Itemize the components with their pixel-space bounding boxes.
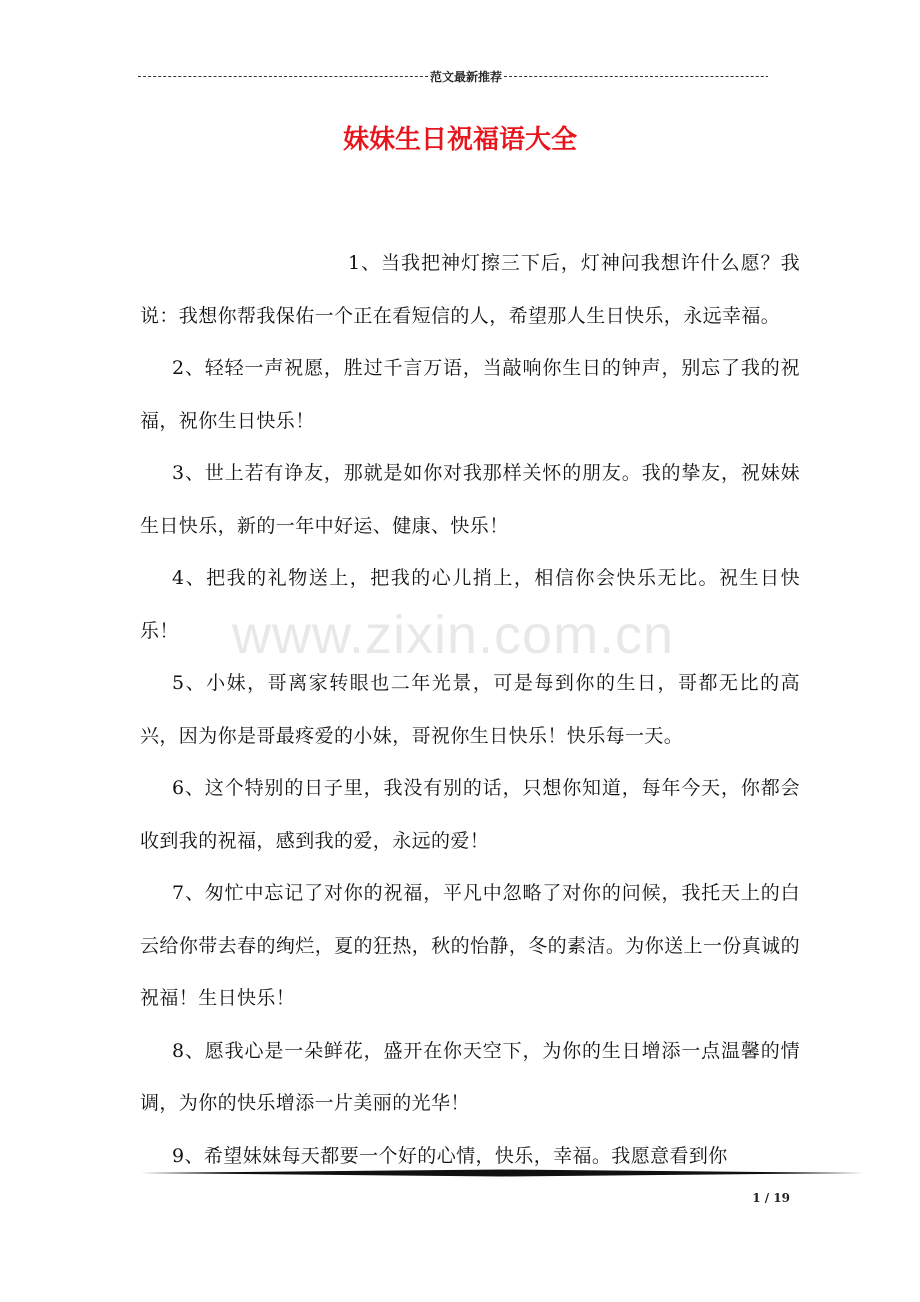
paragraph-1: 1、当我把神灯擦三下后，灯神问我想许什么愿？我说：我想你帮我保佑一个正在看短信的人，希望那人生日快乐，永远幸福。 <box>140 252 800 327</box>
document-title: 妹妹生日祝福语大全 <box>342 125 577 155</box>
paragraph-3: 3、世上若有诤友，那就是如你对我那样关怀的朋友。我的挚友，祝妹妹生日快乐，新的一年中好运、健康、快乐！ <box>140 462 800 537</box>
paragraph-5: 5、小妹，哥离家转眼也二年光景，可是每到你的生日，哥都无比的高兴，因为你是哥最疼爱的小妹，哥祝你生日快乐！快乐每一天。 <box>140 672 800 747</box>
header-dash-left <box>138 76 428 77</box>
page-header <box>138 68 768 85</box>
watermark: www.zixin.com.cn <box>232 605 675 665</box>
paragraph-4: 4、把我的礼物送上，把我的心儿捎上，相信你会快乐无比。祝生日快乐！ <box>140 567 800 642</box>
paragraph-6: 6、这个特别的日子里，我没有别的话，只想你知道，每年今天，你都会收到我的祝福，感到我的爱，永远的爱！ <box>140 777 800 852</box>
document-body <box>140 237 800 1182</box>
header-dash-right <box>504 76 768 77</box>
paragraph-9: 9、希望妹妹每天都要一个好的心情，快乐，幸福。我愿意看到你 <box>172 1144 728 1167</box>
footer-rule <box>140 1169 864 1177</box>
paragraph-2: 2、轻轻一声祝愿，胜过千言万语，当敲响你生日的钟声，别忘了我的祝福，祝你生日快乐！ <box>140 357 800 432</box>
page-number: 1 / 19 <box>752 1191 790 1205</box>
paragraph-7: 7、匆忙中忘记了对你的祝福，平凡中忽略了对你的问候，我托天上的白云给你带去春的绚烂，夏的狂热，秋的怡静，冬的素洁。为你送上一份真诚的祝福！生日快乐！ <box>140 882 800 1009</box>
header-label: 范文最新推荐 <box>430 69 503 84</box>
paragraph-8: 8、愿我心是一朵鲜花，盛开在你天空下，为你的生日增添一点温馨的情调，为你的快乐增添一片美丽的光华！ <box>140 1039 800 1114</box>
